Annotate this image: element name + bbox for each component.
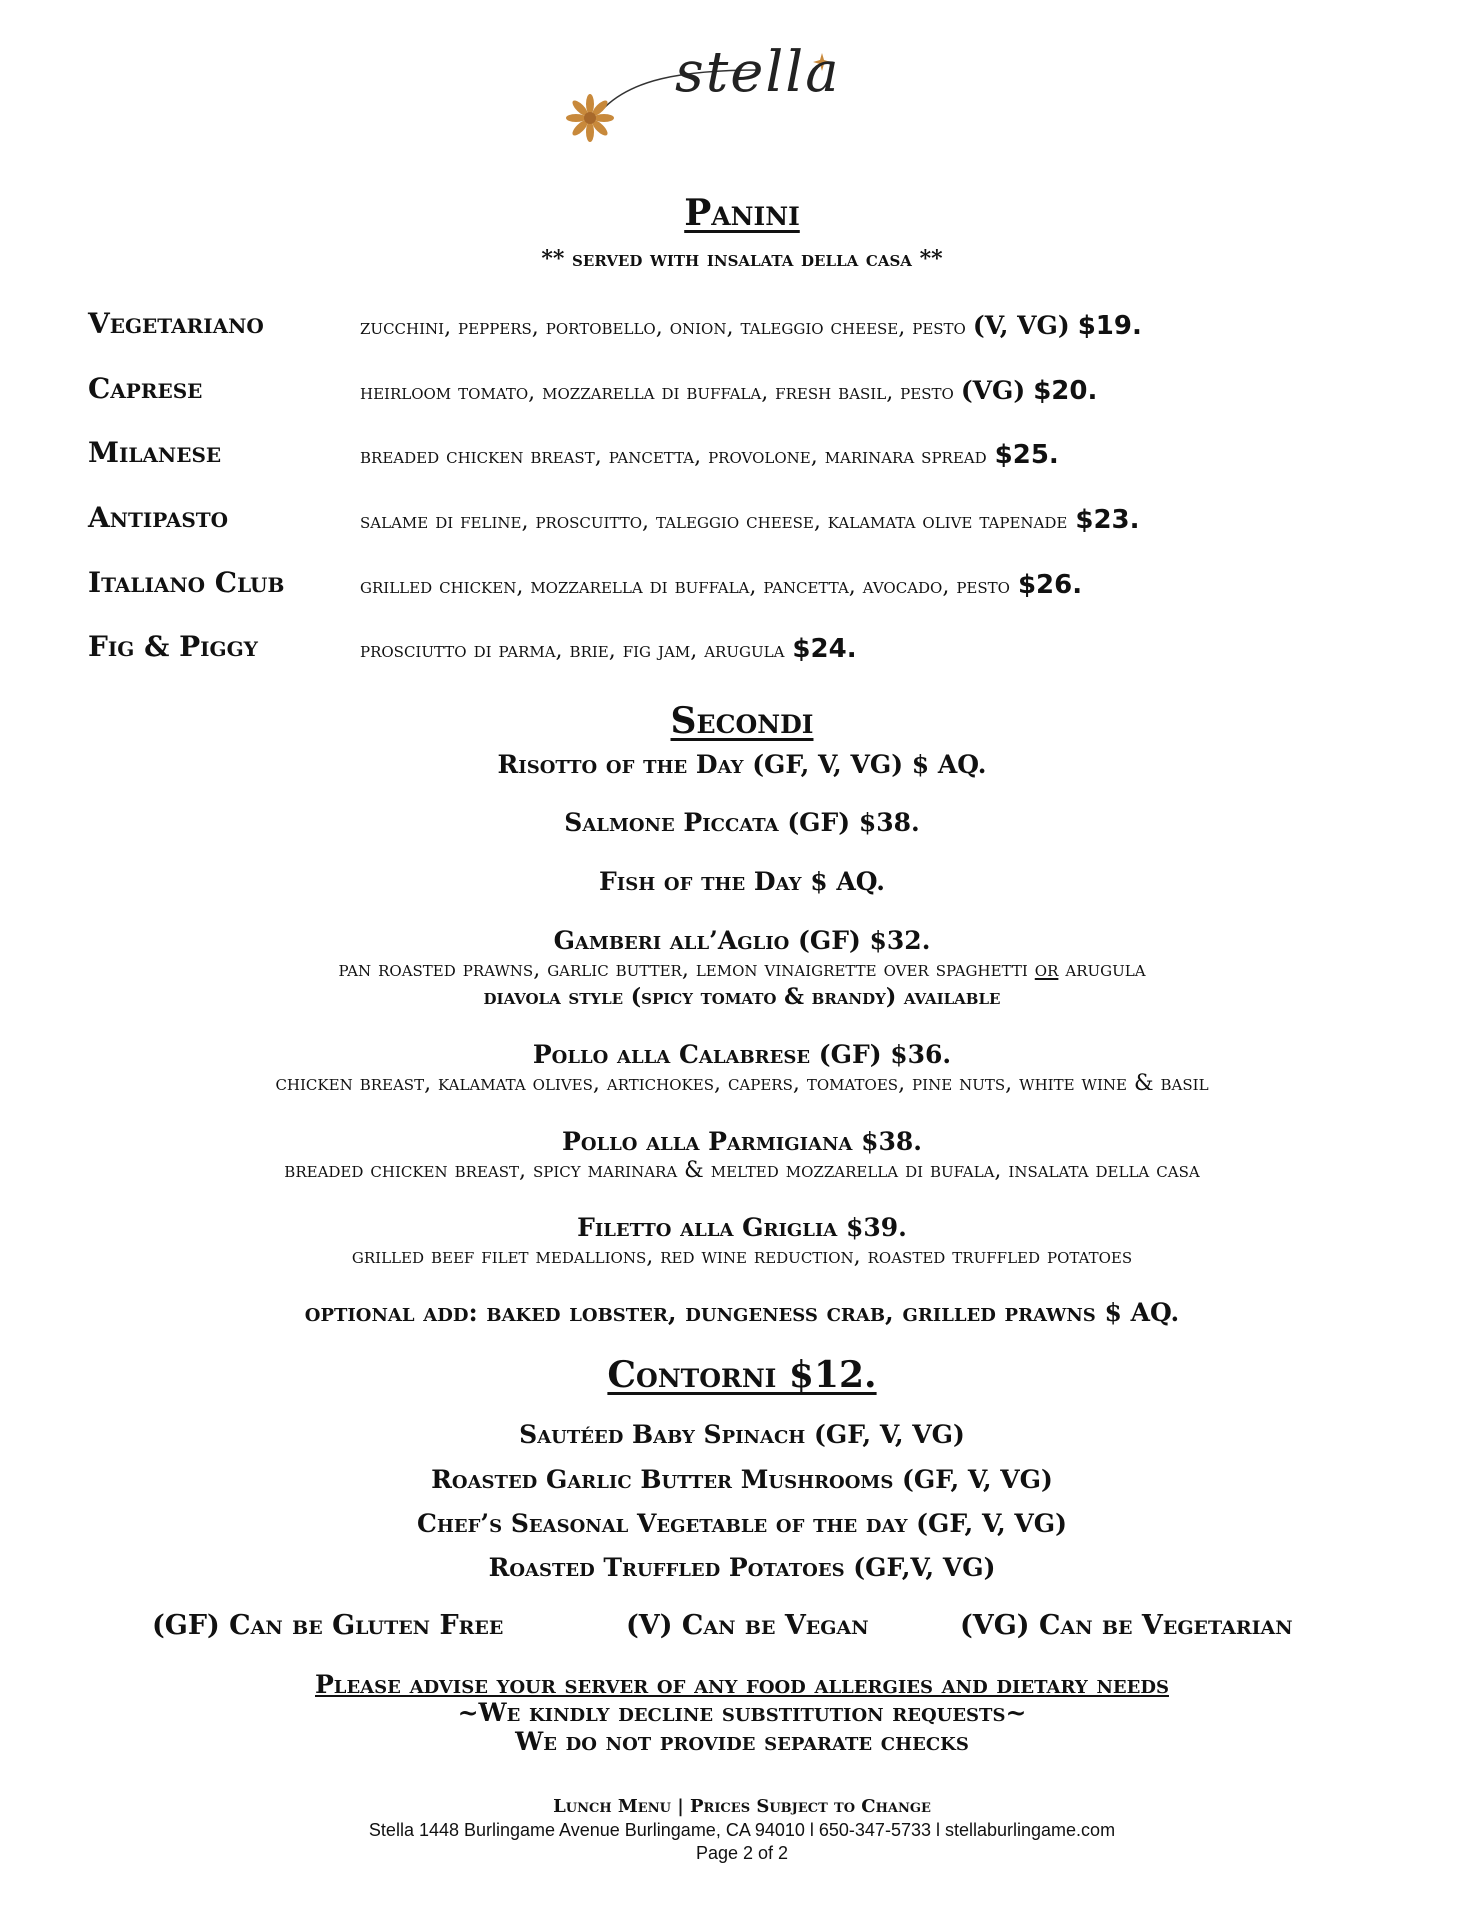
optional-add: optional add: baked lobster, dungeness crab, grilled prawns $ AQ. [304, 1298, 1180, 1327]
stella-logo [560, 40, 860, 150]
dish-fish: Fish of the Day $ AQ. [599, 867, 885, 896]
dish-parmigiana: Pollo alla Parmigiana $38. [562, 1127, 922, 1156]
item-desc [360, 440, 1059, 470]
dish-parmigiana-desc: breaded chicken breast, spicy marinara & melted mozzarella di bufala, insalata della casa [284, 1158, 1200, 1183]
panini-item [88, 501, 1468, 541]
footer-page: Page 2 of 2 [695, 1843, 789, 1863]
checks-notice: We do not provide separate checks [515, 1727, 969, 1756]
item-desc-text: breaded chicken breast, pancetta, provolone, marinara spread [360, 444, 987, 469]
item-tags: (V, VG) [972, 311, 1070, 340]
dish-calabrese-desc: chicken breast, kalamata olives, artichokes, capers, tomatoes, pine nuts, white wine & basil [275, 1071, 1209, 1096]
item-desc [360, 505, 1140, 535]
panini-item [88, 566, 1468, 606]
allergy-notice: Please advise your server of any food allergies and dietary needs [315, 1670, 1169, 1699]
item-name: Vegetariano [88, 307, 264, 340]
dish-filetto-desc: grilled beef filet medallions, red wine reduction, roasted truffled potatoes [351, 1244, 1133, 1269]
dish-salmone: Salmone Piccata (GF) $38. [564, 808, 920, 837]
item-desc-text: salame di feline, proscuitto, taleggio cheese, kalamata olive tapenade [360, 509, 1068, 534]
item-price: $25. [994, 440, 1059, 470]
footer-address: Stella 1448 Burlingame Avenue Burlingame, CA 94010 l 650-347-5733 l stellaburlingame.com [368, 1820, 1116, 1840]
footer-title: Lunch Menu | Prices Subject to Change [553, 1796, 931, 1817]
panini-item [88, 307, 1468, 347]
item-desc [360, 634, 857, 664]
item-desc [360, 570, 1082, 600]
contorni-item: Sautéed Baby Spinach (GF, V, VG) [519, 1420, 965, 1449]
item-tags: (VG) [960, 376, 1026, 405]
item-price: $24. [792, 634, 857, 664]
panini-item [88, 372, 1468, 412]
contorni-item: Chef’s Seasonal Vegetable of the day (GF, V, VG) [417, 1509, 1067, 1538]
item-price: $23. [1075, 505, 1140, 535]
legend-vg: (VG) Can be Vegetarian [960, 1610, 1293, 1641]
item-desc-text: grilled chicken, mozzarella di buffala, pancetta, avocado, pesto [360, 574, 1010, 599]
item-name: Italiano Club [88, 566, 285, 599]
item-name: Milanese [88, 436, 222, 469]
logo-wordmark: stella [675, 40, 841, 105]
dish-filetto: Filetto alla Griglia $39. [577, 1213, 907, 1242]
item-name: Antipasto [88, 501, 229, 534]
item-desc-text: heirloom tomato, mozzarella di buffala, fresh basil, pesto [360, 380, 954, 405]
secondi-title: Secondi [670, 700, 814, 742]
item-desc-text: prosciutto di parma, brie, fig jam, arugula [360, 638, 785, 663]
contorni-item: Roasted Truffled Potatoes (GF,V, VG) [488, 1553, 996, 1582]
dish-gamberi: Gamberi all’Aglio (GF) $32. [553, 926, 931, 955]
panini-item [88, 436, 1468, 476]
item-price: $26. [1017, 570, 1083, 600]
legend-gf: (GF) Can be Gluten Free [152, 1610, 504, 1641]
legend-v: (V) Can be Vegan [626, 1610, 869, 1641]
item-name: Caprese [88, 372, 203, 405]
dish-gamberi-desc [0, 957, 1484, 982]
item-desc [360, 376, 1097, 406]
item-price: $20. [1033, 376, 1098, 406]
item-name: Fig & Piggy [88, 630, 258, 663]
item-desc-text: zucchini, peppers, portobello, onion, taleggio cheese, pesto [360, 315, 966, 340]
panini-subtitle: ** served with insalata della casa ** [541, 246, 943, 272]
item-price: $19. [1077, 311, 1142, 341]
contorni-title: Contorni $12. [607, 1354, 877, 1396]
substitution-notice: ~We kindly decline substitution requests~ [457, 1698, 1027, 1727]
item-desc [360, 311, 1142, 341]
gamberi-desc-or: or [1034, 957, 1059, 982]
panini-item [88, 630, 1468, 670]
dish-risotto: Risotto of the Day (GF, V, VG) $ AQ. [497, 750, 987, 779]
panini-title: Panini [684, 192, 800, 234]
gamberi-desc-a: pan roasted prawns, garlic butter, lemon vinaigrette over spaghetti [338, 957, 1028, 982]
gamberi-desc-b: arugula [1065, 957, 1146, 982]
dish-gamberi-desc2: diavola style (spicy tomato & brandy) available [483, 984, 1001, 1010]
dish-calabrese: Pollo alla Calabrese (GF) $36. [532, 1040, 952, 1069]
contorni-item: Roasted Garlic Butter Mushrooms (GF, V, VG) [431, 1465, 1053, 1494]
